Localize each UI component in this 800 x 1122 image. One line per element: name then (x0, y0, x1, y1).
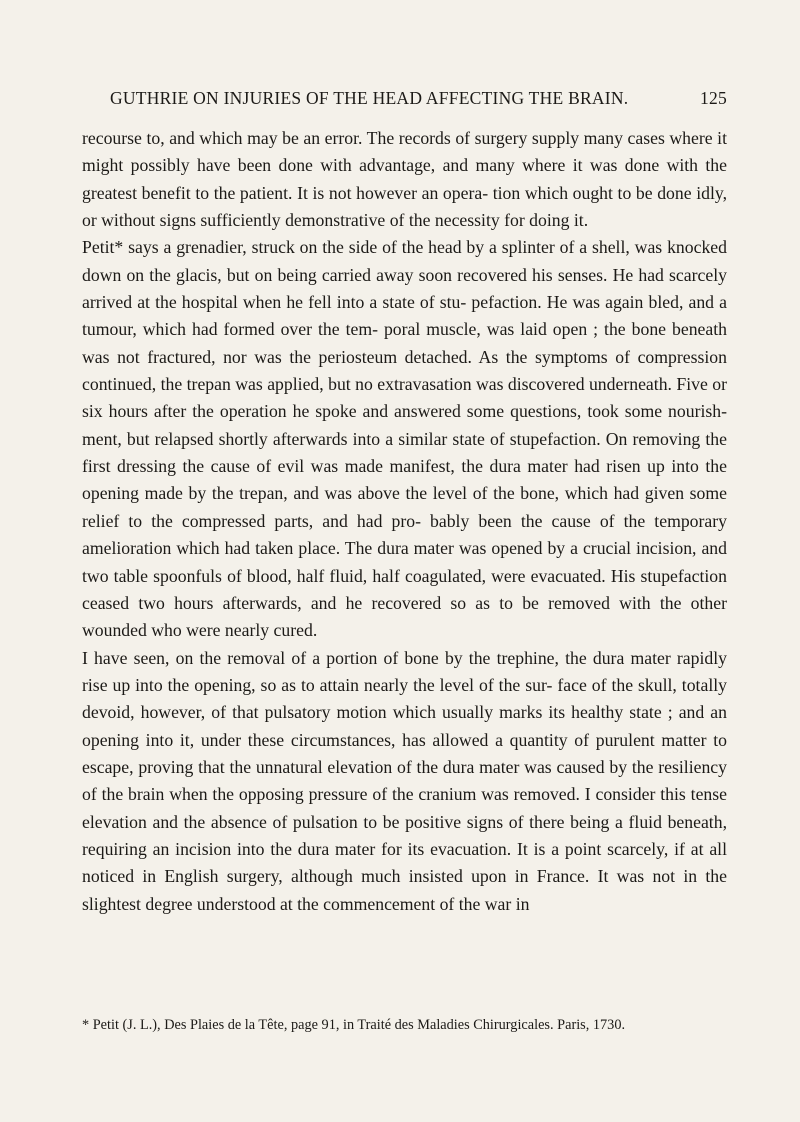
page-number: 125 (700, 88, 727, 108)
book-page (82, 0, 727, 1122)
paragraph-1: recourse to, and which may be an error. The records of surgery supply many cases where it might possibly have been done with advantage, and many where it was done with the greatest benefit to the patient. It is not however an opera- tion which ought to be done idly, or without signs sufficiently demonstrative of the necessity for doing it. (82, 128, 727, 231)
running-header (110, 88, 727, 112)
paragraph-2: Petit* says a grenadier, struck on the side of the head by a splinter of a shell, was knocked down on the glacis, but on being carried away soon recovered his senses. He had scarcely arrived at the hospital when he fell into a state of stu- pefaction. He was again bled, and a tumour, which had formed over the tem- poral muscle, was laid open ; the bone beneath was not fractured, nor was the periosteum detached. As the symptoms of compression continued, the trepan was applied, but no extravasation was discovered underneath. Five or six hours after the operation he spoke and answered some questions, took some nourish- ment, but relapsed shortly afterwards into a similar state of stupefaction. On removing the first dressing the cause of evil was made manifest, the dura mater had risen up into the opening made by the trepan, and was above the level of the bone, which had given some relief to the compressed parts, and had pro- bably been the cause of the temporary amelioration which had taken place. The dura mater was opened by a crucial incision, and two table spoonfuls of blood, half fluid, half coagulated, were evacuated. His stupefaction ceased two hours afterwards, and he recovered so as to be removed with the other wounded who were nearly cured. (82, 237, 727, 641)
body-text (82, 125, 727, 918)
running-title: GUTHRIE ON INJURIES OF THE HEAD AFFECTING THE BRAIN. (110, 88, 629, 108)
paragraph-3: I have seen, on the removal of a portion of bone by the trephine, the dura mater rapidly rise up into the opening, so as to attain nearly the level of the sur- face of the skull, totally devoid, however, of that pulsatory motion which usually marks its healthy state ; and an opening into it, under these circumstances, has allowed a quantity of purulent matter to escape, proving that the unnatural elevation of the dura mater was caused by the resiliency of the brain when the opposing pressure of the cranium was removed. I consider this tense elevation and the absence of pulsation to be positive signs of there being a fluid beneath, requiring an incision into the dura mater for its evacuation. It is a point scarcely, if at all noticed in English surgery, although much insisted upon in France. It was not in the slightest degree understood at the commencement of the war in (82, 647, 727, 914)
footnote: * Petit (J. L.), Des Plaies de la Tête, page 91, in Traité des Maladies Chirurgicales. Paris, 1730. (82, 1017, 626, 1033)
